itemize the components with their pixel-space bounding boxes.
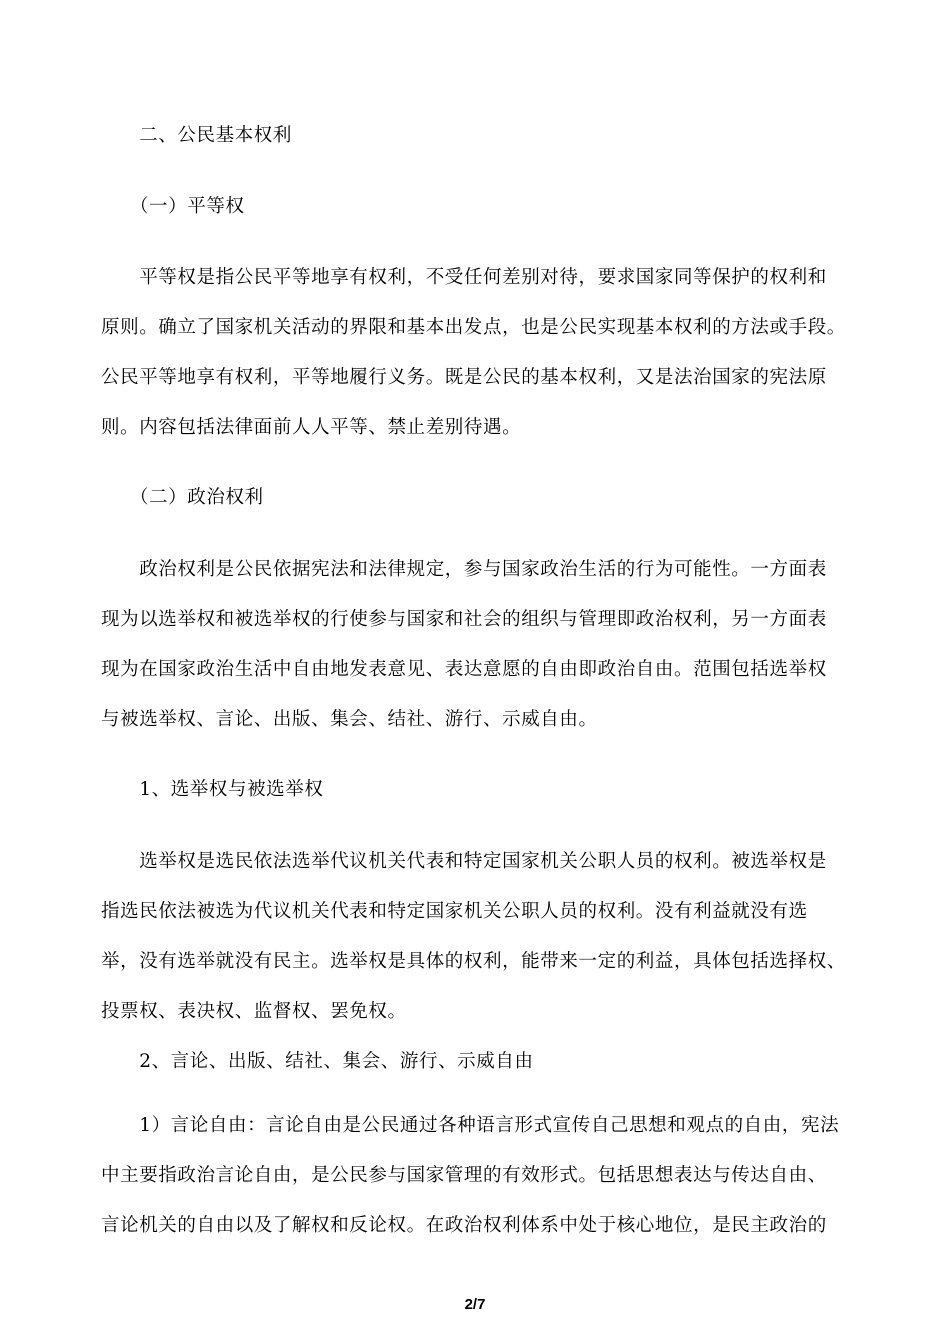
paragraph-line: 则。内容包括法律面前人人平等、禁止差别待遇。: [101, 417, 522, 438]
paragraph-line: 公民平等地享有权利，平等地履行义务。既是公民的基本权利，又是法治国家的宪法原: [101, 367, 827, 388]
paragraph-line: 指选民依法被选为代议机关代表和特定国家机关公职人员的权利。没有利益就没有选: [101, 901, 808, 922]
paragraph-line: 与被选举权、言论、出版、集会、结社、游行、示威自由。: [101, 709, 598, 730]
paragraph-line: 政治权利是公民依据宪法和法律规定，参与国家政治生活的行为可能性。一方面表: [101, 559, 827, 580]
item-heading: 2、言论、出版、结社、集会、游行、示威自由: [101, 1051, 534, 1072]
section-heading: 二、公民基本权利: [101, 125, 293, 146]
page-number: 2/7: [464, 1296, 486, 1313]
paragraph-line: 平等权是指公民平等地享有权利，不受任何差别对待，要求国家同等保护的权利和: [101, 267, 827, 288]
paragraph-line: 原则。确立了国家机关活动的界限和基本出发点，也是公民实现基本权利的方法或手段。: [101, 317, 846, 338]
paragraph-line: 现为以选举权和被选举权的行使参与国家和社会的组织与管理即政治权利，另一方面表: [101, 609, 827, 630]
paragraph-line: 现为在国家政治生活中自由地发表意见、表达意愿的自由即政治自由。范围包括选举权: [101, 659, 827, 680]
paragraph-line: 选举权是选民依法选举代议机关代表和特定国家机关公职人员的权利。被选举权是: [101, 851, 827, 872]
paragraph-line: 言论机关的自由以及了解权和反论权。在政治权利体系中处于核心地位，是民主政治的: [101, 1215, 827, 1236]
paragraph-line: 1）言论自由：言论自由是公民通过各种语言形式宣传自己思想和观点的自由，宪法: [101, 1115, 840, 1136]
paragraph-line: 投票权、表决权、监督权、罢免权。: [101, 1001, 407, 1022]
subsection-heading: （二）政治权利: [101, 487, 264, 508]
paragraph-line: 举，没有选举就没有民主。选举权是具体的权利，能带来一定的利益，具体包括选择权、: [101, 951, 846, 972]
item-heading: 1、选举权与被选举权: [101, 779, 324, 800]
subsection-heading: （一）平等权: [101, 196, 245, 217]
paragraph-line: 中主要指政治言论自由，是公民参与国家管理的有效形式。包括思想表达与传达自由、: [101, 1165, 827, 1186]
